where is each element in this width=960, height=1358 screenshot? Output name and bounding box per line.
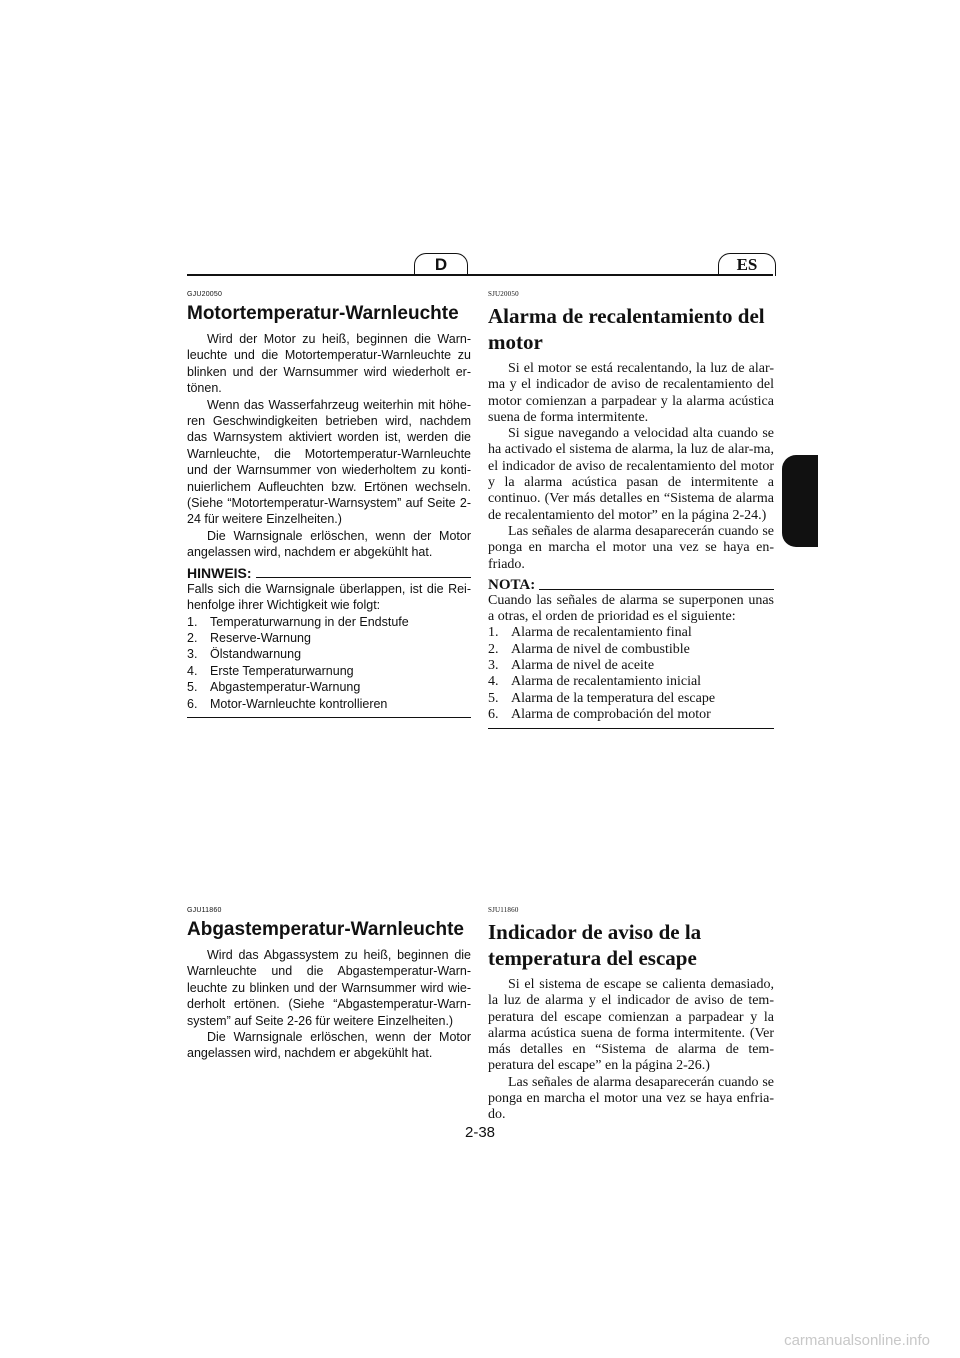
note-rule [539,589,774,590]
paragraph: Si el motor se está recalentando, la luz de alar-ma y el indicador de aviso de recalentamiento del motor comienzan a parpadear y la alarma acústica suena de forma intermitente. [488,361,774,425]
section-code: SJU20050 [488,290,519,298]
list-item: 2. Reserve-Warnung [187,630,311,645]
list-item: 5. Alarma de la temperatura del escape [488,690,716,706]
header-rule [187,274,773,276]
note-rule [256,577,471,578]
list-item: 2. Alarma de nivel de combustible [488,641,690,657]
section1-de [187,290,471,718]
list-item: 6. Motor-Warnleuchte kontrollieren [187,696,388,711]
language-tab-de: D [414,253,468,276]
paragraph: Si sigue navegando a velocidad alta cuando se ha activado el sistema de alarma, la luz de alar-ma, el indicador de aviso de recalentamiento del motor y la alarma acústica pasan de intermitente a continuo. (Ver más detalles en “Sistema de alarma de recalentamiento del motor” en la página 2-24.) [488,426,774,523]
paragraph: Die Warnsignale erlöschen, wenn der Motor angelassen wird, nachdem er abgekühlt hat. [187,528,471,560]
list-item: 3. Alarma de nivel de aceite [488,658,655,674]
paragraph: Las señales de alarma desaparecerán cuando se ponga en marcha el motor una vez se haya enfria-do. [488,1074,774,1123]
section2-de [187,906,471,1062]
chapter-side-tab [782,455,818,547]
paragraph: Die Warnsignale erlöschen, wenn der Motor angelassen wird, nachdem er abgekühlt hat. [187,1030,471,1061]
note-header [187,565,471,581]
list-item: 6. Alarma de comprobación del motor [488,706,711,722]
paragraph: Las señales de alarma desaparecerán cuando se ponga en marcha el motor una vez se haya en-friado. [488,523,774,572]
section-title: Alarma de recalentamiento del motor [488,304,765,354]
list-item: 3. Ölstandwarnung [187,647,302,662]
note-end-rule [488,728,774,729]
page-number: 2-38 [464,1124,496,1141]
paragraph: Wenn das Wasserfahrzeug weiterhin mit höhe-ren Geschwindigkeiten betrieben wird, nachdem das Warnsystem aktiviert worden ist, werden die Warnleuchte, die Motortemperatur-Warnleuchte und der Warnsummer von wiederholtem zu konti-nuierlichem Aufleuchten bzw. Ertönen wechseln. (Siehe “Motortemperatur-Warnsystem” auf Seite 2-24 für weitere Einzelheiten.) [187,397,471,527]
section-code: SJU11860 [488,906,519,914]
paragraph: Wird der Motor zu heiß, beginnen die Warn-leuchte und die Motortemperatur-Warnleuchte zu blinken und der Warnsummer wird wiederholt er-tönen. [187,332,471,396]
section-title: Abgastemperatur-Warnleuchte [187,919,464,940]
note-label: HINWEIS: [187,564,252,581]
note-list [187,614,471,712]
list-item: 5. Abgastemperatur-Warnung [187,680,361,695]
paragraph: Wird das Abgassystem zu heiß, beginnen die Warnleuchte und die Abgastemperatur-Warn-leuchte zu blinken und der Warnsummer wird wie-derholt ertönen. (Siehe “Abgastemperatur-Warn-system” auf Seite 2-26 für weitere Einzelheiten.) [187,948,471,1028]
list-item: 1. Alarma de recalentamiento final [488,625,692,641]
note-text: Falls sich die Warnsignale überlappen, ist die Rei-henfolge ihrer Wichtigkeit wie folgt: [187,581,471,613]
note-end-rule [187,717,471,718]
note-header [488,577,774,593]
section2-es [488,906,774,1124]
section-title: Motortemperatur-Warnleuchte [187,303,459,324]
note-label: NOTA: [488,576,536,593]
list-item: 4. Alarma de recalentamiento inicial [488,674,702,690]
section-title: Indicador de aviso de la temperatura del escape [488,920,702,970]
list-item: 4. Erste Temperaturwarnung [187,663,354,678]
note-text: Cuando las señales de alarma se superponen unas a otras, el orden de prioridad es el siguiente: [488,592,774,625]
section-code: GJU11860 [187,907,222,914]
watermark: carmanualsonline.info [784,1332,930,1349]
language-tab-es: ES [718,253,776,276]
note-list [488,625,774,723]
list-item: 1. Temperaturwarnung in der Endstufe [187,614,409,629]
section-code: GJU20050 [187,291,223,298]
section1-es [488,290,774,729]
paragraph: Si el sistema de escape se calienta demasiado, la luz de alarma y el indicador de aviso de tem-peratura del escape comienzan a parpadear y la alarma acústica suena de forma intermitente. (Ver más detalles en “Sistema de alarma de tem-peratura del escape” en la página 2-26.) [488,977,774,1074]
